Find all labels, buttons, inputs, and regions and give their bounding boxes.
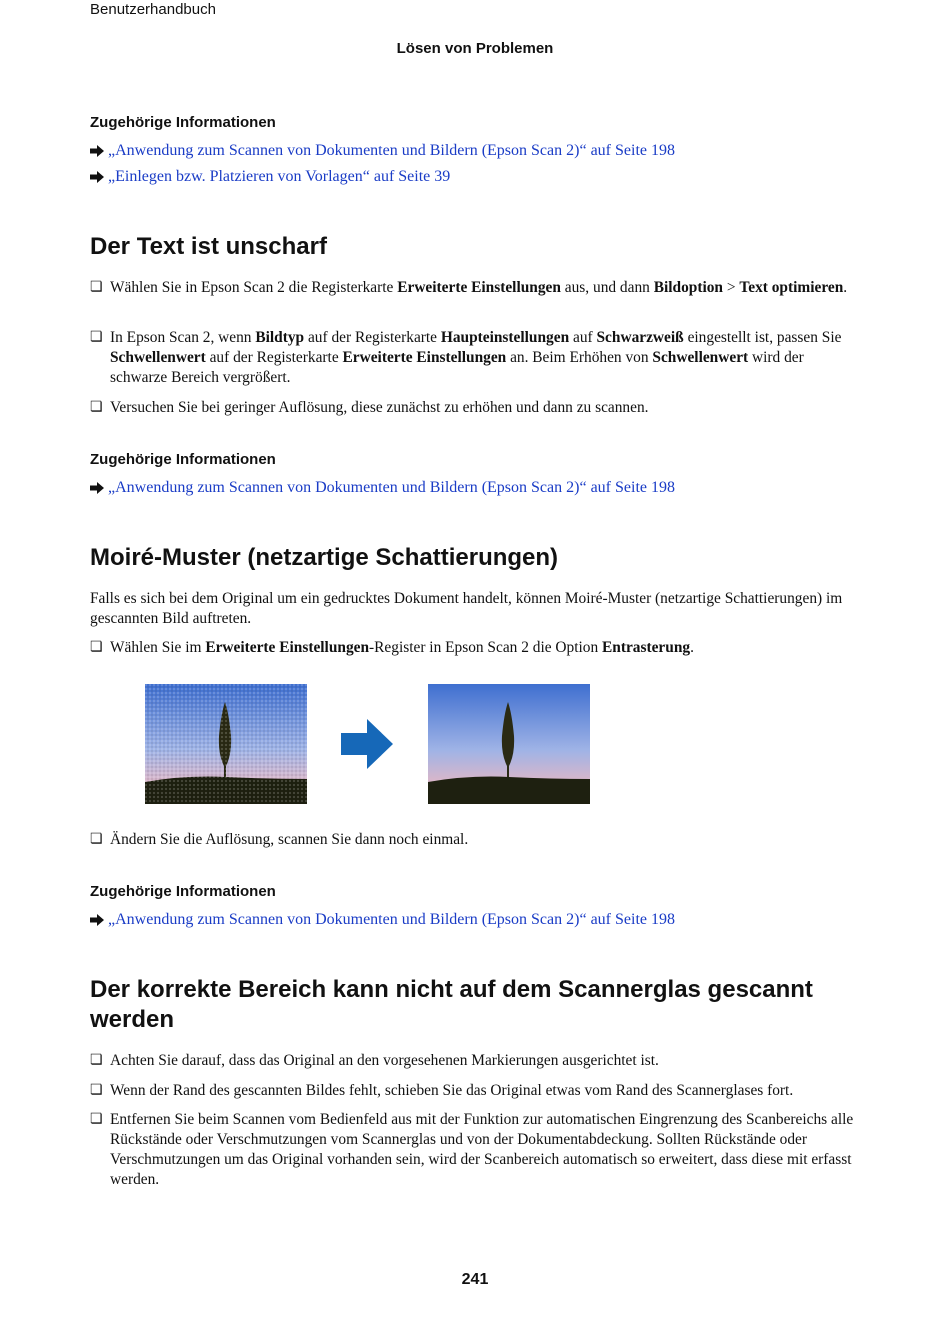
list-item: [90, 1051, 860, 1071]
arrow-right-icon: [90, 170, 104, 184]
related-link-scan-app[interactable]: „Anwendung zum Scannen von Dokumenten und Bildern (Epson Scan 2)“ auf Seite 198: [108, 479, 675, 496]
list-item-text: Versuchen Sie bei geringer Auflösung, diese zunächst zu erhöhen und dann zu scannen.: [110, 399, 649, 416]
related-link-scan-app[interactable]: „Anwendung zum Scannen von Dokumenten und Bildern (Epson Scan 2)“ auf Seite 198: [108, 911, 675, 928]
document-title: Benutzerhandbuch: [90, 1, 216, 18]
related-link-row: [90, 479, 675, 497]
arrow-right-icon: [90, 144, 104, 158]
related-link-row: [90, 911, 675, 929]
list-item: [90, 1110, 860, 1190]
related-link-row: [90, 168, 450, 186]
list-item: [90, 638, 860, 658]
moire-before-image: [145, 684, 307, 804]
checkbox-bullet-icon: ❏: [90, 832, 103, 847]
list-item-text: In Epson Scan 2, wenn Bildtyp auf der Registerkarte Haupteinstellungen auf Schwarzweiß eingestellt ist, passen Sie Schwellenwert auf der Registerkarte Erweiterte Einstellungen an. Beim Erhöhen von Schwellenwert wird der schwarze Bereich vergrößert.: [110, 329, 842, 386]
related-link-row: [90, 142, 675, 160]
related-info-heading: Zugehörige Informationen: [90, 451, 276, 468]
related-info-heading: Zugehörige Informationen: [90, 114, 276, 131]
chapter-title: Lösen von Problemen: [396, 40, 554, 57]
section-title-scan-area: Der korrekte Bereich kann nicht auf dem Scannerglas gescannt werden: [90, 976, 813, 1033]
arrow-right-icon: [90, 913, 104, 927]
checkbox-bullet-icon: ❏: [90, 1083, 103, 1098]
list-item: [90, 278, 860, 298]
related-link-scan-app[interactable]: „Anwendung zum Scannen von Dokumenten und Bildern (Epson Scan 2)“ auf Seite 198: [108, 142, 675, 159]
page-number: 241: [461, 1271, 489, 1288]
checkbox-bullet-icon: ❏: [90, 400, 103, 415]
list-item: [90, 830, 860, 850]
list-item-text: Wählen Sie in Epson Scan 2 die Registerkarte Erweiterte Einstellungen aus, und dann Bildoption > Text optimieren.: [110, 279, 848, 296]
list-item: [90, 328, 860, 388]
checkbox-bullet-icon: ❏: [90, 640, 103, 655]
list-item-text: Ändern Sie die Auflösung, scannen Sie dann noch einmal.: [110, 831, 469, 848]
list-item: [90, 1081, 860, 1101]
list-item-text: Entfernen Sie beim Scannen vom Bedienfeld aus mit der Funktion zur automatischen Eingrenzung des Scanbereichs alle Rückstände oder Verschmutzungen vom Scannerglas und von der Dokumentabdeckung. Sollten Rückstände oder Verschmutzungen um das Original vorhanden sein, wird der Scanbereich automatisch so erweitert, dass diese mit erfasst werden.: [110, 1111, 854, 1188]
moire-after-image: [428, 684, 590, 804]
list-item-text: Wenn der Rand des gescannten Bildes fehlt, schieben Sie das Original etwas vom Rand des Scannerglases fort.: [110, 1082, 794, 1099]
related-info-heading: Zugehörige Informationen: [90, 883, 276, 900]
related-link-place-originals[interactable]: „Einlegen bzw. Platzieren von Vorlagen“ auf Seite 39: [108, 168, 451, 185]
arrow-right-icon: [341, 719, 393, 769]
checkbox-bullet-icon: ❏: [90, 1112, 103, 1127]
paragraph: Falls es sich bei dem Original um ein gedrucktes Dokument handelt, können Moiré-Muster (netzartige Schattierungen) im gescannten Bild auftreten.: [90, 590, 843, 627]
section-title-moire: Moiré-Muster (netzartige Schattierungen): [90, 544, 559, 571]
list-item: [90, 398, 860, 418]
arrow-right-icon: [90, 481, 104, 495]
checkbox-bullet-icon: ❏: [90, 1053, 103, 1068]
section-title-text-blurry: Der Text ist unscharf: [90, 233, 327, 260]
checkbox-bullet-icon: ❏: [90, 280, 103, 295]
list-item-text: Achten Sie darauf, dass das Original an den vorgesehenen Markierungen ausgerichtet ist.: [110, 1052, 659, 1069]
list-item-text: Wählen Sie im Erweiterte Einstellungen-Register in Epson Scan 2 die Option Entrasterung.: [110, 639, 694, 656]
checkbox-bullet-icon: ❏: [90, 330, 103, 345]
